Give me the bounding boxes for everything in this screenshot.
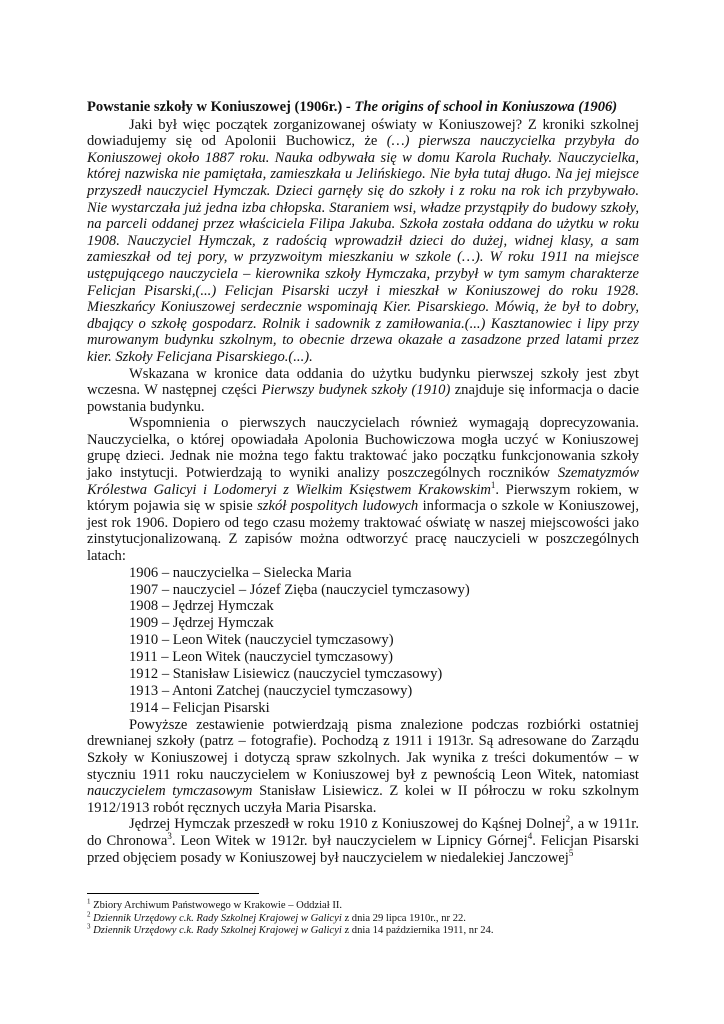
teacher-years-list [87,565,639,717]
list-item: 1909 – Jędrzej Hymczak [129,615,274,632]
footnote-ref-3: 3 [167,831,172,842]
list-item: 1906 – nauczycielka – Sielecka Maria [129,564,352,581]
text-run: Wskazana w kronice data oddania do użytku budynku pierwszej szkoły jest zbyt wczesna. W następnej części [87,365,639,399]
text-run: Wspomnienia o pierwszych nauczycielach również wymagają doprecyzowania. Nauczycielka, o której opowiadała Apolonia Buchowiczowa mogła uczyć w Koniuszowej grupę dzieci. Jednak nie można tego faktu traktować jako początku funkcjonowania szkoły jako instytucji. Potwierdzają to wyniki analizy poszczególnych roczników [87,415,639,482]
text-run: znajduje się informacja o dacie powstania budynku. [87,382,639,415]
text-run: Powyższe zestawienie potwierdzają pisma znalezione podczas rozbiórki ostatniej drewnianej szkoły (patrz – fotografie). Pochodzą z 1911 i 1913r. Są adresowane do Zarządu Szkoły w Koniuszowej i dotyczą spraw szkolnych. Jak wynika z treści dokumentów – w styczniu 1911 roku nauczycielem w Koniuszowej był z pewnością Leon Witek, natomiast [87,716,639,783]
footnote-journal: Dziennik Urzędowy c.k. Rady Szkolnej Krajowej w Galicyi [93,925,342,937]
title-english: The origins of school in Koniuszowa (1906) [354,99,618,115]
list-item: 1910 – Leon Witek (nauczyciel tymczasowy) [129,632,394,649]
footnote-text: Zbiory Archiwum Państwowego w Krakowie – Oddział II. [93,900,343,912]
text-run: . Leon Witek w 1912r. był nauczycielem w Lipnicy Górnej [171,832,528,849]
footnote-number: 2 [87,910,91,919]
paragraph-documents [87,717,639,817]
paragraph-teachers [87,415,639,564]
text-run: Stanisław Lisiewicz. Z kolei w II półroczu w roku szkolnym 1912/1913 robót ręcznych uczyła Maria Pisarska. [87,783,639,816]
footnote-text: z dnia 29 lipca 1910r., nr 22. [344,912,466,924]
footnote-text: z dnia 14 października 1911, nr 24. [344,925,494,937]
title-polish: Powstanie szkoły w Koniuszowej (1906r.) - [87,99,351,115]
footnote-number: 1 [87,897,91,906]
paragraph-date-note [87,366,639,416]
footnote-ref-4: 4 [527,831,533,842]
list-item: 1907 – nauczyciel – Józef Zięba (nauczyciel tymczasowy) [129,581,470,598]
list-item: 1913 – Antoni Zatchej (nauczyciel tymczasowy) [129,682,413,699]
list-item: 1914 – Felicjan Pisarski [129,699,270,716]
footnote-2 [87,910,639,926]
footnote-journal: Dziennik Urzędowy c.k. Rady Szkolnej Krajowej w Galicyi [93,912,342,924]
list-item: 1911 – Leon Witek (nauczyciel tymczasowy) [129,649,394,666]
text-run: . Pierwszym rokiem, w którym pojawia się w spisie [87,481,639,515]
chronicle-quote: (…) pierwsza nauczycielka przybyła do Koniuszowej około 1887 roku. Nauka odbywała się w domu Karola Ruchały. Nauczycielka, której nazwiska nie pamiętała, zamieszkała u Jelińskiego. Nie była tutaj długo. Na jej miejsce przyszedł nauczyciel Hymczak. Dzieci garnęły się do szkoły i z roku na rok ich przybywało. Nie wystarczała już jedna izba chłopska. Staraniem wsi, władze przystąpiły do budowy szkoły, na parceli oddanej przez właściciela Filipa Jakuba. Szkoła została oddana do użytku w roku 1908. Nauczyciel Hymczak, z radością wprowadził dzieci do dużej, widnej klasy, a sam zamieszkał od tej pory, w przyzwoitym mieszkaniu w szkole (…). W roku 1911 na miejsce ustępującego nauczyciela – kierownika szkoły Hymczaka, przybył w tym samym charakterze Felicjan Pisarski,(...) Felicjan Pisarski uczył i mieszkał w Koniuszowej do roku 1928. Mieszkańcy Koniuszowej serdecznie wspominają Kier. Pisarskiego. Mówią, że był to dobry, dbający o szkołę gospodarz. Rolnik i sadownik z zamiłowania.(...) Kasztanowiec i lipy przy murowanym budynku szkolnym, to obecnie drzewa okazałe a zasadzone przed latami przez kier. Szkoły Felicjana Pisarskiego.(...). [87,133,639,365]
footnote-3 [87,922,639,938]
text-run: Jędrzej Hymczak przeszedł w roku 1910 z Koniuszowej do Kąśnej Dolnej [129,816,566,833]
paragraph-transfers [87,816,639,866]
schematism-title: Szematyzmów Królestwa Galicyi i Lodomeryi z Wielkim Księstwem Krakowskim [87,465,639,498]
footnote-ref-2: 2 [565,814,571,825]
list-item: 1908 – Jędrzej Hymczak [129,598,274,615]
schools-term: szkół pospolitych ludowych [257,498,419,515]
footnote-divider [87,893,259,894]
footnote-number: 3 [87,922,91,931]
section-title [87,99,639,116]
footnote-1 [87,897,639,913]
temporary-teacher-term: nauczycielem tymczasowym [87,783,253,800]
list-item: 1912 – Stanisław Lisiewicz (nauczyciel tymczasowy) [129,666,443,683]
document-page [87,99,639,938]
footnote-ref-1: 1 [490,479,496,490]
text-run: , a w 1911r. do Chronowa [87,816,640,849]
paragraph-lead: Jaki był więc początek zorganizowanej oświaty w Koniuszowej? Z kroniki szkolnej dowiadujemy się od Apolonii Buchowicz, że [87,116,639,150]
footnote-ref-5: 5 [568,847,574,858]
section-reference: Pierwszy budynek szkoły (1910) [261,382,451,399]
paragraph-chronicle [87,117,639,366]
text-run: . Felicjan Pisarski przed objęciem posady w Koniuszowej był nauczycielem w niedalekiej Janczowej [87,832,639,866]
text-run: informacja o szkole w Koniuszowej, jest rok 1906. Dopiero od tego czasu możemy traktować oświatę w naszej miejscowości jako zinstytucjonalizowaną. Z zapisów można odtworzyć pracę nauczycieli w poszczególnych latach: [87,498,639,565]
